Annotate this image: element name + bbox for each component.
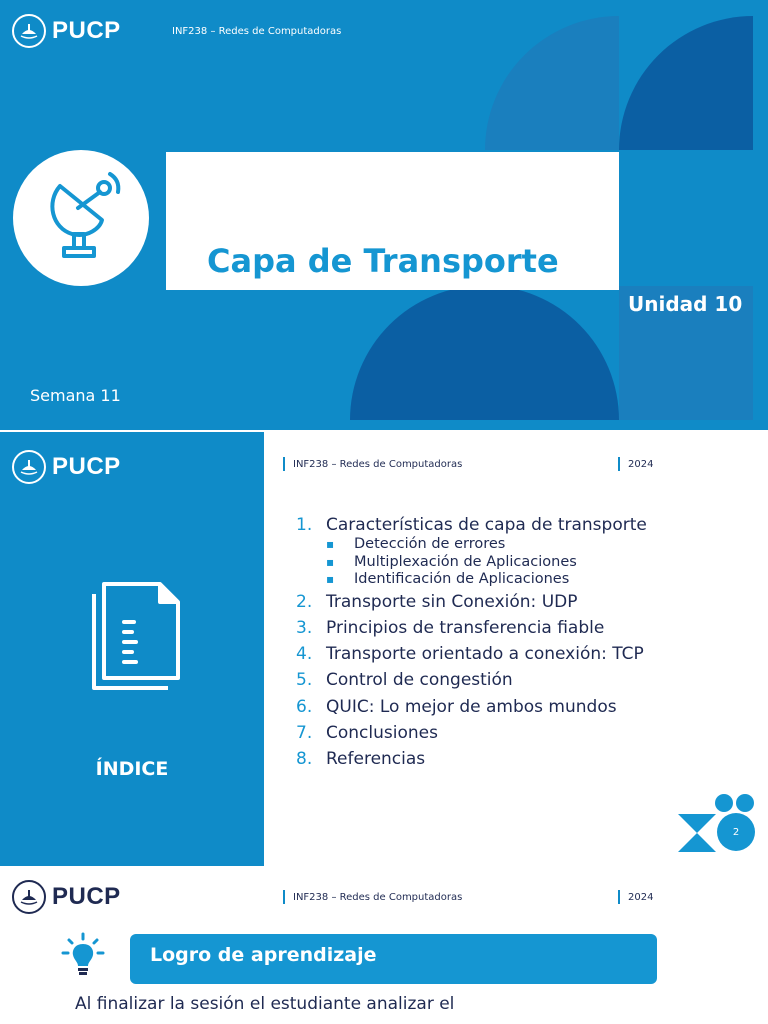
- week-label: Semana 11: [30, 386, 121, 405]
- year-label: 2024: [628, 891, 654, 903]
- page-number: 2: [717, 813, 755, 851]
- toc-number: 3.: [296, 617, 313, 638]
- toc-item: [296, 641, 647, 667]
- toc-number: 7.: [296, 722, 313, 743]
- pucp-logo: [12, 880, 121, 914]
- slide-index: [0, 432, 768, 866]
- toc-label: Referencias: [326, 749, 426, 770]
- course-name: INF238 – Redes de Computadoras: [293, 458, 463, 470]
- toc-item: [296, 667, 647, 693]
- pucp-seal-icon: [12, 450, 46, 484]
- table-of-contents: [296, 514, 647, 773]
- unit-label: Unidad 10: [628, 292, 743, 316]
- toc-subitem: [326, 554, 647, 572]
- toc-number: 2.: [296, 591, 313, 612]
- toc-label: QUIC: Lo mejor de ambos mundos: [326, 696, 617, 717]
- course-name: INF238 – Redes de Computadoras: [293, 891, 463, 903]
- header-divider: [283, 890, 285, 904]
- toc-subitem: [326, 536, 647, 554]
- toc-subitems: [326, 536, 647, 589]
- toc-item: [296, 514, 647, 536]
- icon-circle: [13, 150, 149, 286]
- toc-label: Principios de transferencia fiable: [326, 617, 605, 638]
- pucp-logo-text: PUCP: [52, 883, 121, 910]
- toc-sublabel: Multiplexación de Aplicaciones: [354, 553, 577, 570]
- learning-goal-heading: Logro de aprendizaje: [130, 934, 657, 984]
- toc-subitem: [326, 571, 647, 589]
- toc-number: 5.: [296, 670, 313, 691]
- toc-item: [296, 615, 647, 641]
- slide-title-text: Capa de Transporte: [207, 242, 559, 280]
- toc-number: 8.: [296, 749, 313, 770]
- bullet-icon: ▪: [326, 554, 335, 569]
- toc-label: Transporte sin Conexión: UDP: [326, 591, 578, 612]
- header-divider: [618, 890, 620, 904]
- pucp-seal-icon: [12, 14, 46, 48]
- slide-learning-goal: [0, 868, 768, 1024]
- toc-number: 6.: [296, 696, 313, 717]
- header-divider: [618, 457, 620, 471]
- header-year: [618, 890, 653, 904]
- toc-item: [296, 694, 647, 720]
- header-year: [618, 457, 653, 471]
- toc-item: [296, 720, 647, 746]
- slide-title: [0, 0, 768, 430]
- year-label: 2024: [628, 458, 654, 470]
- toc-label: Conclusiones: [326, 722, 438, 743]
- pucp-logo: [12, 14, 121, 48]
- toc-sublabel: Identificación de Aplicaciones: [354, 571, 570, 587]
- pucp-seal-icon: [12, 880, 46, 914]
- header-course: [283, 457, 462, 471]
- section-title: ÍNDICE: [95, 758, 169, 780]
- bullet-icon: ▪: [326, 572, 335, 586]
- toc-item: [296, 589, 647, 615]
- toc-item: [296, 746, 647, 772]
- toc-label: Características de capa de transporte: [326, 515, 647, 535]
- toc-label: Control de congestión: [326, 670, 513, 691]
- satellite-dish-icon: [38, 168, 124, 268]
- pucp-logo-text: PUCP: [52, 17, 121, 44]
- lightbulb-icon: [60, 932, 106, 978]
- toc-label: Transporte orientado a conexión: TCP: [326, 644, 644, 665]
- header-course: [283, 890, 462, 904]
- toc-number: 1.: [296, 515, 313, 535]
- pucp-logo-text: PUCP: [52, 453, 121, 480]
- learning-goal-text: Al finalizar la sesión el estudiante analizar el: [75, 994, 455, 1014]
- bullet-icon: ▪: [326, 537, 335, 551]
- document-icon: [90, 580, 182, 692]
- pucp-logo: [12, 450, 121, 484]
- header-divider: [283, 457, 285, 471]
- toc-number: 4.: [296, 644, 313, 665]
- course-name: INF238 – Redes de Computadoras: [172, 26, 342, 37]
- toc-sublabel: Detección de errores: [354, 536, 506, 552]
